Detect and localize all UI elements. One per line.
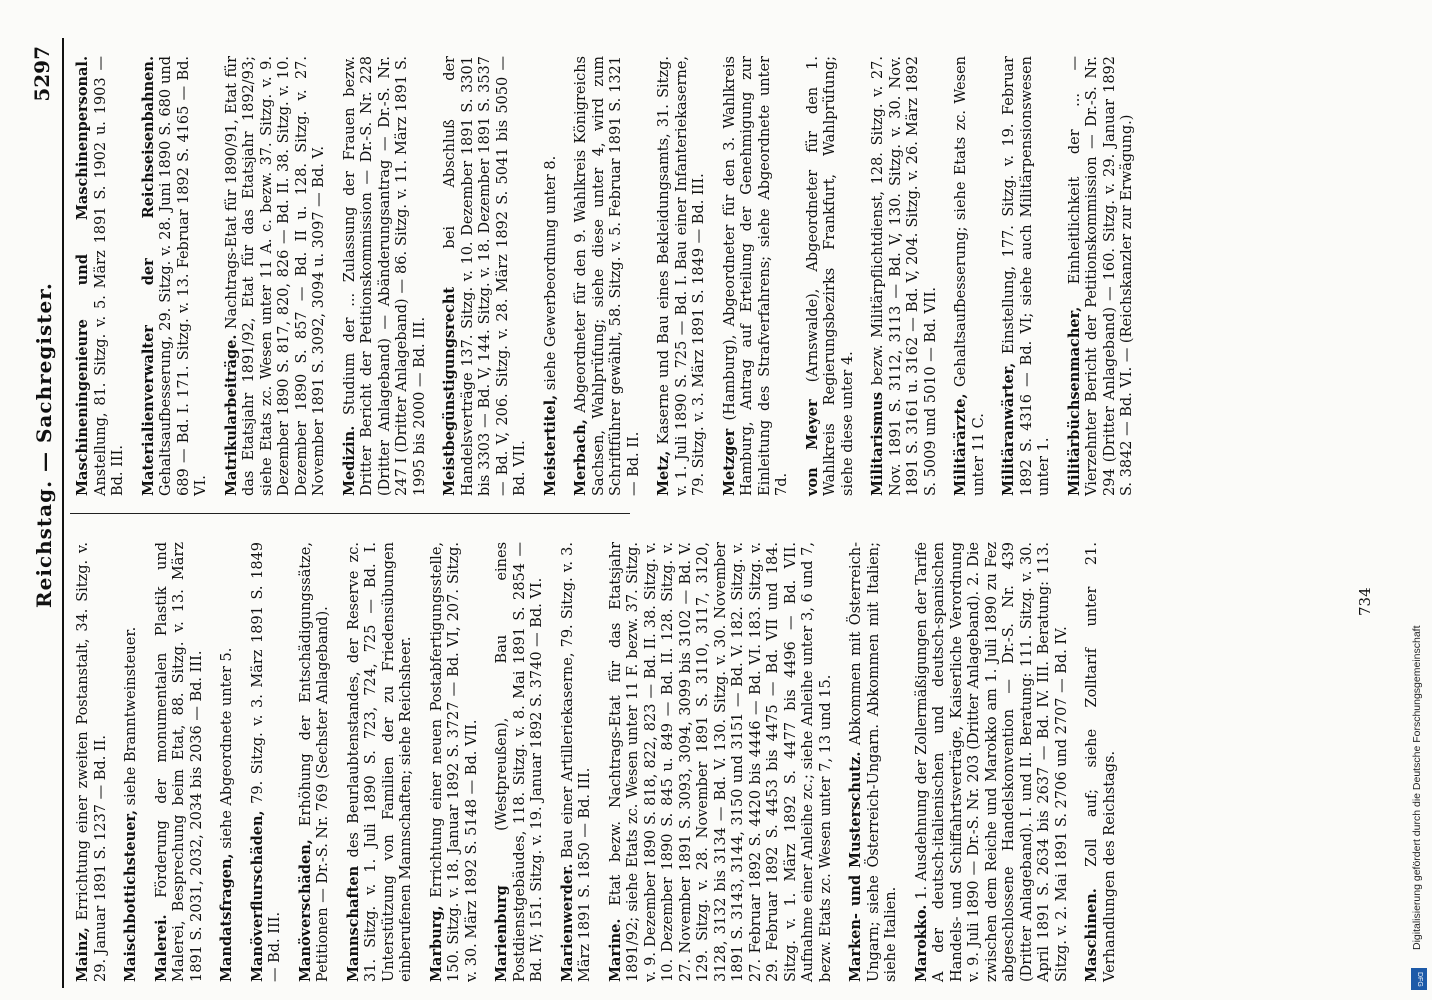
register-entry xyxy=(223,56,329,496)
digitization-strip xyxy=(1409,30,1429,990)
register-entry xyxy=(428,542,482,982)
entry-text: Einstellung, 177. Sitzg. v. 19. Februar 1892 S. 4316 — Bd. VI; siehe auch Militärpensionswesen unter 1. xyxy=(1001,56,1052,496)
entry-keyword: Marokko. xyxy=(912,904,930,982)
footer-page-number: 734 xyxy=(1356,587,1374,616)
entry-keyword: Meistbegünstigungsrecht xyxy=(441,286,458,496)
entry-text: Errichtung einer zweiten Postanstalt, 34. Sitzg. v. 29. Januar 1891 S. 1237 — Bd. II. xyxy=(75,541,109,982)
register-entry xyxy=(913,542,1072,982)
register-entry xyxy=(804,56,858,496)
entry-keyword: Meistertitel, xyxy=(541,394,559,496)
register-entry xyxy=(869,56,940,496)
entry-text: Studium der ... Zulassung der Frauen bezw. Dritter Bericht der Petitionskommission — Dr.-S. Nr. 228 (Dritter Anlageband) — Abänderungsantrag — Dr.-S. Nr. 247 I (Dritter Anlageband) — 86. Sitzg. v. 11. März 1891 S. 1995 bis 2000 — Bd. III. xyxy=(341,56,428,496)
entry-text: siehe Branntweinsteuer. xyxy=(123,626,139,806)
entry-keyword: Maischbottichsteuer, xyxy=(122,809,139,982)
entry-text: (Westpreußen), Bau eines Postdienstgebäudes, 118. Sitzg. v. 8. Mai 1891 S. 2854 — Bd. IV; 151. Sitzg. v. 19. Januar 1892 S. 3740 — Bd. VI. xyxy=(494,541,545,982)
entry-text: siehe Gewerbeordnung unter 8. xyxy=(542,155,559,391)
register-entry xyxy=(140,56,211,496)
register-entry xyxy=(847,542,901,982)
page-number: 5297 xyxy=(30,46,54,102)
entry-keyword: Maschinen. xyxy=(1083,888,1100,982)
entry-keyword: Maschineningenieure und Maschinenpersonal. xyxy=(74,56,91,496)
register-entry xyxy=(345,542,416,982)
entry-keyword: Matrikularbeiträge. xyxy=(222,334,240,496)
entry-text: Förderung der monumentalen Plastik und Malerei, Besprechung beim Etat, 88. Sitzg. v. 13. März 1891 S. 2031, 2032, 2034 bis 2036 — Bd. III. xyxy=(153,541,205,982)
entry-keyword: Marienburg xyxy=(493,885,510,982)
entry-keyword: Metzger xyxy=(720,428,738,496)
register-entry xyxy=(218,542,237,982)
entry-text: Anstellung, 81. Sitzg. v. 5. März 1891 S. 1902 u. 1903 — Bd. III. xyxy=(92,56,126,496)
entry-text: Gehaltsaufbesserung; siehe Etats zc. Wesen unter 11 C. xyxy=(953,56,987,496)
entry-text: Abgeordneter für den 9. Wahlkreis Königreichs Sachsen, Wahlprüfung; siehe diese unter 4, wird zum Schriftführer gewählt, 58. Sitzg. v. 5. Februar 1891 S. 1321 — Bd. II. xyxy=(573,56,642,496)
register-entry xyxy=(249,542,285,982)
register-entry xyxy=(297,542,333,982)
entry-keyword: Merbach, xyxy=(572,419,589,496)
register-entry xyxy=(493,542,547,982)
right-column xyxy=(74,56,1149,496)
entry-text: (Arnswalde), Abgeordneter für den 1. Wahlkreis Regierungsbezirks Frankfurt, Wahlprüfung; siehe diese unter 4. xyxy=(804,56,856,496)
entry-keyword: Manöverflurschäden, xyxy=(248,810,266,982)
entry-keyword: Marienwerder. xyxy=(558,863,576,982)
entry-keyword: Mannschaften xyxy=(344,865,362,982)
register-entry xyxy=(1066,56,1137,496)
entry-keyword: Mainz, xyxy=(74,927,91,982)
entry-text: 1. Ausdehnung der Zollermäßigungen der Tarife A der deutsch-italienischen und deutsch-spanischen Handels- und Schiffahrtsverträge, Kaiserliche Verordnung v. 9. Juli 1890 — Dr.-S. Nr. 203 (Dritter Anlageband). 2. Die zwischen dem Reiche und Marokko am 1. Juli 1890 zu Fez abgeschlossene Handelskonvention — Dr.-S. Nr. 439 (Dritter Anlageband). I. und II. Beratung: 111. Sitzg. v. 30. April 1891 S. 2634 bis 2637 — Bd. IV. III. Beratung: 113. Sitzg. v. 2. Mai 1891 S. 2706 und 2707 — Bd. IV. xyxy=(913,542,1070,982)
entry-text: Nachtrags-Etat für 1890/91, Etat für das Etatsjahr 1891/92, Etat für das Etatsjahr 1892/93; siehe Etats zc. Wesen unter 11 A. c. bezw. 37. Sitzg. v. 9. Dezember 1890 S. 817, 820, 826 — Bd. II. 38. Sitzg. v. 10. Dezember 1890 S. 857 — Bd. II u. 128. Sitzg. v. 27. November 1891 S. 3092, 3094 u. 3097 — Bd. V. xyxy=(223,55,327,496)
register-entry xyxy=(74,56,128,496)
entry-keyword: Mandatsfragen, xyxy=(218,853,235,982)
entry-keyword: Marine. xyxy=(606,918,624,982)
register-entry xyxy=(559,542,595,982)
entry-text: des Beurlaubtenstandes, der Reserve zc. 31. Sitzg. v. 1. Juli 1890 S. 723, 724, 725 — Bd. I. Unterstützung von Familien der zu Friedensübungen einberufenen Mannschaften; siehe Reichsheer. xyxy=(345,541,414,982)
entry-keyword: Manöverschäden, xyxy=(296,839,314,982)
page-header xyxy=(26,38,64,988)
entry-keyword: Marken- und Musterschutz. xyxy=(847,751,864,982)
entry-keyword: Malerei. xyxy=(152,914,170,982)
register-entry xyxy=(607,542,836,982)
entry-keyword: Militärbüchsenmacher, xyxy=(1065,306,1083,496)
entry-keyword: Materialienverwalter der Reichseisenbahnen. xyxy=(139,56,157,496)
register-entry xyxy=(341,56,430,496)
entry-keyword: Militarismus xyxy=(869,391,886,496)
register-entry xyxy=(655,56,709,496)
rotated-page-content xyxy=(26,38,1396,988)
entry-text: Bau einer Artilleriekaserne, 79. Sitzg. v. 3. März 1891 S. 1850 — Bd. III. xyxy=(559,542,593,982)
register-entry xyxy=(74,542,110,982)
entry-text: Etat bezw. Nachtrags-Etat für das Etatsjahr 1891/92; siehe Etats zc. Wesen unter 11 F. bezw. 37. Sitzg. v. 9. Dezember 1890 S. 818, 822, 823 — Bd. II. 38. Sitzg. v. 10. Dezember 1890 S. 845 u. 849 — Bd. II. 128. Sitzg. v. 27. November 1891 S. 3093, 3094, 3099 bis 3102 — Bd. V. 129. Sitzg. v. 28. November 1891 S. 3110, 3117, 3120, 3128, 3132 bis 3134 — Bd. V. 130. Sitzg. v. 30. November 1891 S. 3143, 3144, 3150 und 3151 — Bd. V. 182. Sitzg. v. 27. Februar 1892 S. 4420 bis 4446 — Bd. VI. 183. Sitzg. v. 29. Februar 1892 S. 4453 bis 4475 — Bd. VII und 184. Sitzg. v. 1. März 1892 S. 4477 bis 4496 — Bd. VII. Aufnahme einer Anleihe zc.; siehe Anleihe unter 3, 6 und 7, bezw. Etats zc. Wesen unter 7, 13 und 15. xyxy=(607,541,834,982)
entry-text: Errichtung einer neuen Postabfertigungsstelle, 150. Sitzg. v. 18. Januar 1892 S. 3727 — Bd. VI, 207. Sitzg. v. 30. März 1892 S. 5148 — Bd. VII. xyxy=(428,541,480,982)
entry-keyword: Marburg, xyxy=(427,905,445,982)
register-entry xyxy=(441,56,530,496)
entry-text: Erhöhung der Entschädigungssätze, Petitionen — Dr.-S. Nr. 769 (Sechster Anlageband). xyxy=(297,542,331,982)
entry-text: bei Abschluß der Handelsverträge 137. Sitzg. v. 10. Dezember 1891 S. 3301 bis 3303 — Bd. V, 144. Sitzg. v. 18. Dezember 1891 S. 3537 — Bd. V, 206. Sitzg. v. 28. März 1892 S. 5041 bis 5050 — Bd. VII. xyxy=(442,56,528,496)
dfg-credit: Digitalisierung gefördert durch die Deutsche Forschungsgemeinschaft xyxy=(1411,625,1423,950)
entry-text: Einheitlichkeit der ... — Vierzehnter Bericht der Petitionskommission — Dr.-S. Nr. 294 (Dritter Anlageband) — 160. Sitzg. v. 29. Januar 1892 S. 3842 — Bd. VI. — (Reichskanzler zur Erwägung.) xyxy=(1066,56,1135,496)
register-entry xyxy=(721,56,792,496)
entry-text: Abkommen mit Österreich-Ungarn; siehe Österreich-Ungarn. Abkommen mit Italien; siehe Italien. xyxy=(848,542,899,982)
running-title: Reichstag. — Sachregister. xyxy=(32,282,56,608)
register-entry xyxy=(122,542,141,982)
entry-keyword: Militärärzte, xyxy=(952,393,969,496)
entry-keyword: von Meyer xyxy=(803,399,821,496)
entry-text: 79. Sitzg. v. 3. März 1891 S. 1849 — Bd. III. xyxy=(249,541,283,982)
dfg-logo-icon: DFG xyxy=(1411,968,1427,990)
entry-text: siehe Abgeordnete unter 5. xyxy=(219,647,235,849)
entry-text: (Hamburg), Abgeordneter für den 3. Wahlkreis Hamburg, Antrag auf Erteilung der Genehmigung zur Einleitung des Strafverfahrens; siehe Abgeordnete unter 7d. xyxy=(721,56,790,496)
entry-text: Gehaltsaufbesserung, 29. Sitzg. v. 28. Juni 1890 S. 680 und 689 — Bd. I. 171. Sitzg. v. 13. Februar 1892 S. 4165 — Bd. VI. xyxy=(158,56,209,496)
entry-text: Zoll auf; siehe Zolltarif unter 21. Verhandlungen des Reichstags. xyxy=(1084,542,1118,982)
register-entry xyxy=(1083,542,1119,982)
register-entry xyxy=(572,56,643,496)
register-entry xyxy=(1000,56,1054,496)
left-column xyxy=(74,542,1131,982)
register-entry xyxy=(542,56,561,496)
entry-keyword: Militäranwärter, xyxy=(1000,362,1017,496)
entry-text: bezw. Militärpflichtdienst, 128. Sitzg. v. 27. Nov. 1891 S. 3112, 3113 — Bd. V, 130. Sitzg. v. 30. Nov. 1891 S. 3161 u. 3162 — Bd. V, 204. Sitzg. v. 26. März 1892 S. 5009 und 5010 — Bd. VII. xyxy=(870,55,939,496)
entry-keyword: Metz, xyxy=(655,450,672,496)
register-entry xyxy=(952,56,988,496)
register-entry xyxy=(153,542,207,982)
entry-text: Kaserne und Bau eines Bekleidungsamts, 31. Sitzg. v. 1. Juli 1890 S. 725 — Bd. I. Bau einer Infanteriekaserne, 79. Sitzg. v. 3. März 1891 S. 1849 — Bd. III. xyxy=(656,56,707,496)
entry-keyword: Medizin. xyxy=(340,425,358,496)
column-divider xyxy=(70,513,630,514)
